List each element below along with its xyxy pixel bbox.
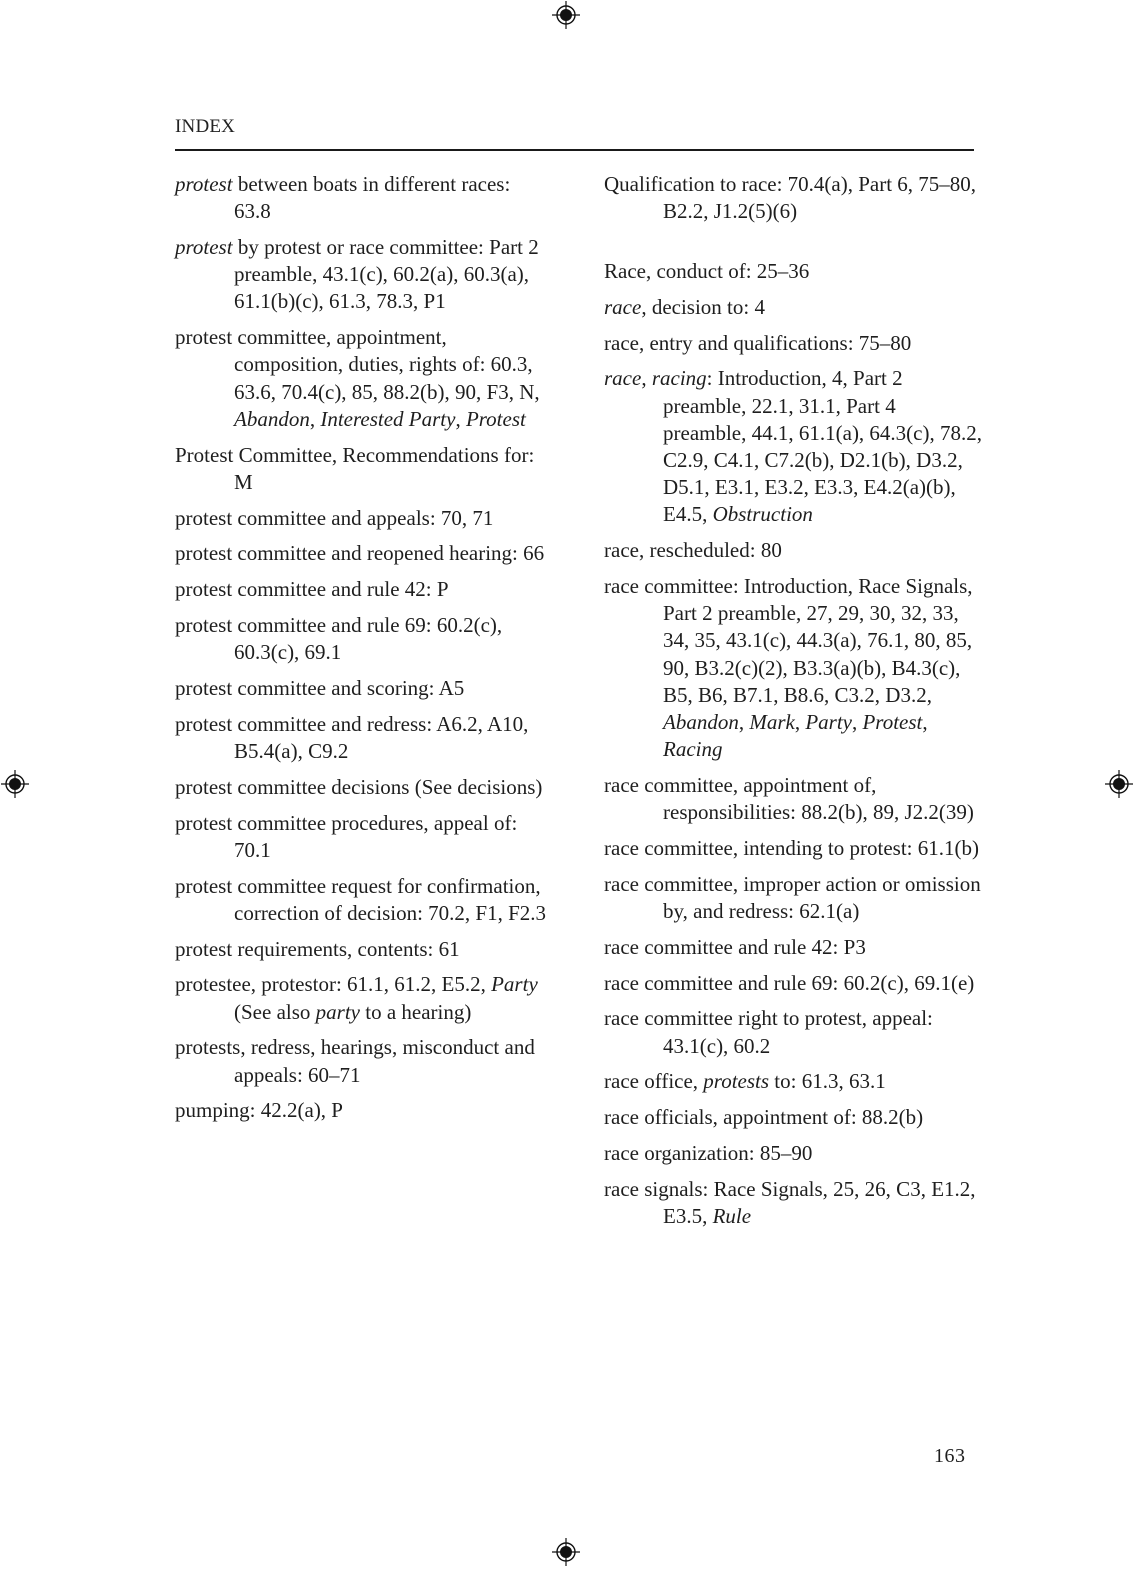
- index-entry-text: race committee, appointment of, responsibilities: 88.2(b), 89, J2.2(39): [604, 773, 974, 825]
- index-entry-text: protest committee and rule 69: 60.2(c), 60.3(c), 69.1: [175, 613, 503, 665]
- index-entry: [175, 576, 550, 603]
- index-entry: [604, 365, 984, 528]
- index-entry: [604, 258, 984, 285]
- index-entry-text: race committee, intending to protest: 61.1(b): [604, 836, 979, 861]
- index-entry-text: race committee and rule 42: P3: [604, 934, 866, 959]
- section-gap: [604, 234, 984, 258]
- index-entry-italic-term: Party: [805, 710, 852, 735]
- index-entry: [604, 1176, 984, 1230]
- index-entry: [175, 442, 550, 496]
- index-entry-italic-term: Mark: [749, 710, 795, 735]
- index-entry-italic-term: Abandon: [234, 406, 310, 431]
- index-entry: [175, 971, 550, 1025]
- index-entry-italic-term: party: [315, 999, 360, 1024]
- index-entry-text: , decision to: 4: [641, 294, 765, 319]
- index-entry-text: to a hearing): [359, 999, 472, 1024]
- index-entry-text: (See also: [234, 999, 316, 1024]
- index-entry: [175, 810, 550, 864]
- index-entry-text: race committee, improper action or omission by, and redress: 62.1(a): [604, 871, 981, 924]
- index-entry-text: protest committee and appeals: 70, 71: [175, 505, 494, 530]
- index-entry: [175, 1034, 550, 1088]
- index-entry: [175, 1097, 550, 1124]
- index-entry-italic-term: Abandon: [663, 710, 739, 735]
- index-entry-text: race, entry and qualifications: 75–80: [604, 330, 912, 355]
- index-entry-text: protest committee, appointment, composition, duties, rights of: 60.3, 63.6, 70.4(c), 85, 88.2(b), 90, F3, N,: [175, 325, 540, 404]
- index-entry-text: pumping: 42.2(a), P: [175, 1098, 343, 1123]
- index-entry-text: protests, redress, hearings, misconduct and appeals: 60–71: [175, 1035, 535, 1087]
- index-entry: [604, 1068, 984, 1095]
- index-entry-text: ,: [851, 710, 863, 735]
- index-entry-text: Protest Committee, Recommendations for: M: [175, 442, 535, 494]
- index-entry: [175, 540, 550, 567]
- index-entry-text: ,: [455, 406, 466, 431]
- index-entry-italic-term: Party: [491, 972, 538, 997]
- index-entry-text: by protest or race committee: Part 2 preamble, 43.1(c), 60.2(a), 60.3(a), 61.1(b)(c), 61.3, 78.3, P1: [232, 235, 539, 314]
- index-entry-text: to: 61.3, 63.1: [769, 1069, 886, 1094]
- index-entry-text: Race, conduct of: 25–36: [604, 259, 810, 283]
- index-entry-italic-term: Interested Party: [320, 406, 456, 431]
- index-entry: [175, 936, 550, 963]
- header-rule: [175, 149, 974, 151]
- registration-mark-top-icon: [552, 1, 580, 29]
- registration-mark-left-icon: [1, 770, 29, 798]
- index-entry: [175, 774, 550, 801]
- index-entry-italic-term: protest: [175, 172, 233, 196]
- index-entry: [604, 294, 984, 321]
- index-entry: [604, 171, 984, 225]
- index-entry: [604, 934, 984, 961]
- index-entry-text: ,: [794, 710, 806, 735]
- index-entry: [604, 1104, 984, 1131]
- index-entry-text: protest committee decisions (See decisions): [175, 774, 543, 799]
- index-entry-text: race committee and rule 69: 60.2(c), 69.1(e): [604, 970, 975, 995]
- index-entry-italic-term: Obstruction: [712, 502, 813, 527]
- index-entry: [175, 171, 550, 225]
- index-entry-italic-term: protests: [703, 1069, 770, 1094]
- index-entry: [604, 1005, 984, 1059]
- index-entry-text: ,: [738, 710, 750, 735]
- index-entry-text: race office,: [604, 1069, 704, 1094]
- index-entry-text: ,: [641, 366, 652, 391]
- index-entry-text: Qualification to race: 70.4(a), Part 6, 75–80, B2.2, J1.2(5)(6): [604, 172, 977, 224]
- index-entry-text: protest committee and reopened hearing: 66: [175, 541, 545, 566]
- index-entry-text: protest committee and redress: A6.2, A10, B5.4(a), C9.2: [175, 711, 529, 763]
- index-entry-text: protest committee request for confirmation, correction of decision: 70.2, F1, F2.3: [175, 873, 547, 925]
- index-entry-italic-term: racing: [651, 366, 707, 391]
- index-entry-italic-term: Racing: [663, 737, 723, 762]
- index-entry: [175, 873, 550, 927]
- index-entry: [175, 612, 550, 666]
- index-entry: [604, 537, 984, 564]
- index-entry: [175, 234, 550, 316]
- index-entry-text: race organization: 85–90: [604, 1141, 813, 1165]
- registration-mark-bottom-icon: [552, 1538, 580, 1566]
- index-entry: [604, 1140, 984, 1167]
- index-entry: [175, 711, 550, 765]
- index-entry-text: protestee, protestor: 61.1, 61.2, E5.2,: [175, 972, 492, 997]
- index-column-right: [604, 171, 984, 1239]
- index-entry-text: race officials, appointment of: 88.2(b): [604, 1105, 924, 1130]
- index-entry: [604, 330, 984, 357]
- index-entry: [604, 573, 984, 763]
- index-column-left: [175, 171, 550, 1133]
- index-entry: [604, 835, 984, 862]
- index-entry: [175, 505, 550, 532]
- index-entry-text: race signals: Race Signals, 25, 26, C3, E1.2, E3.5,: [604, 1176, 976, 1228]
- index-entry-italic-term: Rule: [712, 1204, 752, 1228]
- index-entry-text: race committee: Introduction, Race Signals, Part 2 preamble, 27, 29, 30, 32, 33, 34, 35, 43.1(c), 44.3(a), 76.1, 80, 85, 90, B3.2(c)(2), B3.3(a)(b), B4.3(c), B5, B6, B7.1, B8.6, C3.2, D3.2,: [604, 574, 973, 707]
- index-entry: [604, 871, 984, 925]
- index-entry: [604, 970, 984, 997]
- index-entry-text: protest committee procedures, appeal of: 70.1: [175, 810, 518, 862]
- index-entry-italic-term: protest: [175, 235, 233, 259]
- index-entry-text: race committee right to protest, appeal: 43.1(c), 60.2: [604, 1006, 933, 1058]
- index-entry-text: protest requirements, contents: 61: [175, 936, 460, 961]
- index-entry: [175, 324, 550, 433]
- index-entry-text: ,: [922, 710, 928, 735]
- index-entry-text: race, rescheduled: 80: [604, 538, 782, 563]
- index-entry: [175, 675, 550, 702]
- registration-mark-right-icon: [1105, 770, 1133, 798]
- index-entry-text: protest committee and rule 42: P: [175, 577, 449, 602]
- index-entry-italic-term: race: [604, 294, 642, 319]
- index-entry-text: between boats in different races: 63.8: [232, 172, 511, 224]
- index-entry-italic-term: race: [604, 366, 642, 391]
- index-entry-italic-term: Protest: [465, 406, 526, 431]
- index-entry-text: : Introduction, 4, Part 2 preamble, 22.1, 31.1, Part 4 preamble, 44.1, 61.1(a), 64.3(c), 78.2, C2.9, C4.1, C7.2(b), D2.1(b), D3.2, D5.1, E3.1, E3.2, E3.3, E4.2(a)(b), E4.5,: [663, 366, 982, 527]
- page-number: 163: [934, 1445, 966, 1467]
- index-entry-italic-term: Protest: [862, 710, 923, 735]
- index-entry: [604, 772, 984, 826]
- index-entry-text: ,: [309, 406, 321, 431]
- running-head: INDEX: [175, 116, 236, 137]
- index-entry-text: protest committee and scoring: A5: [175, 676, 465, 700]
